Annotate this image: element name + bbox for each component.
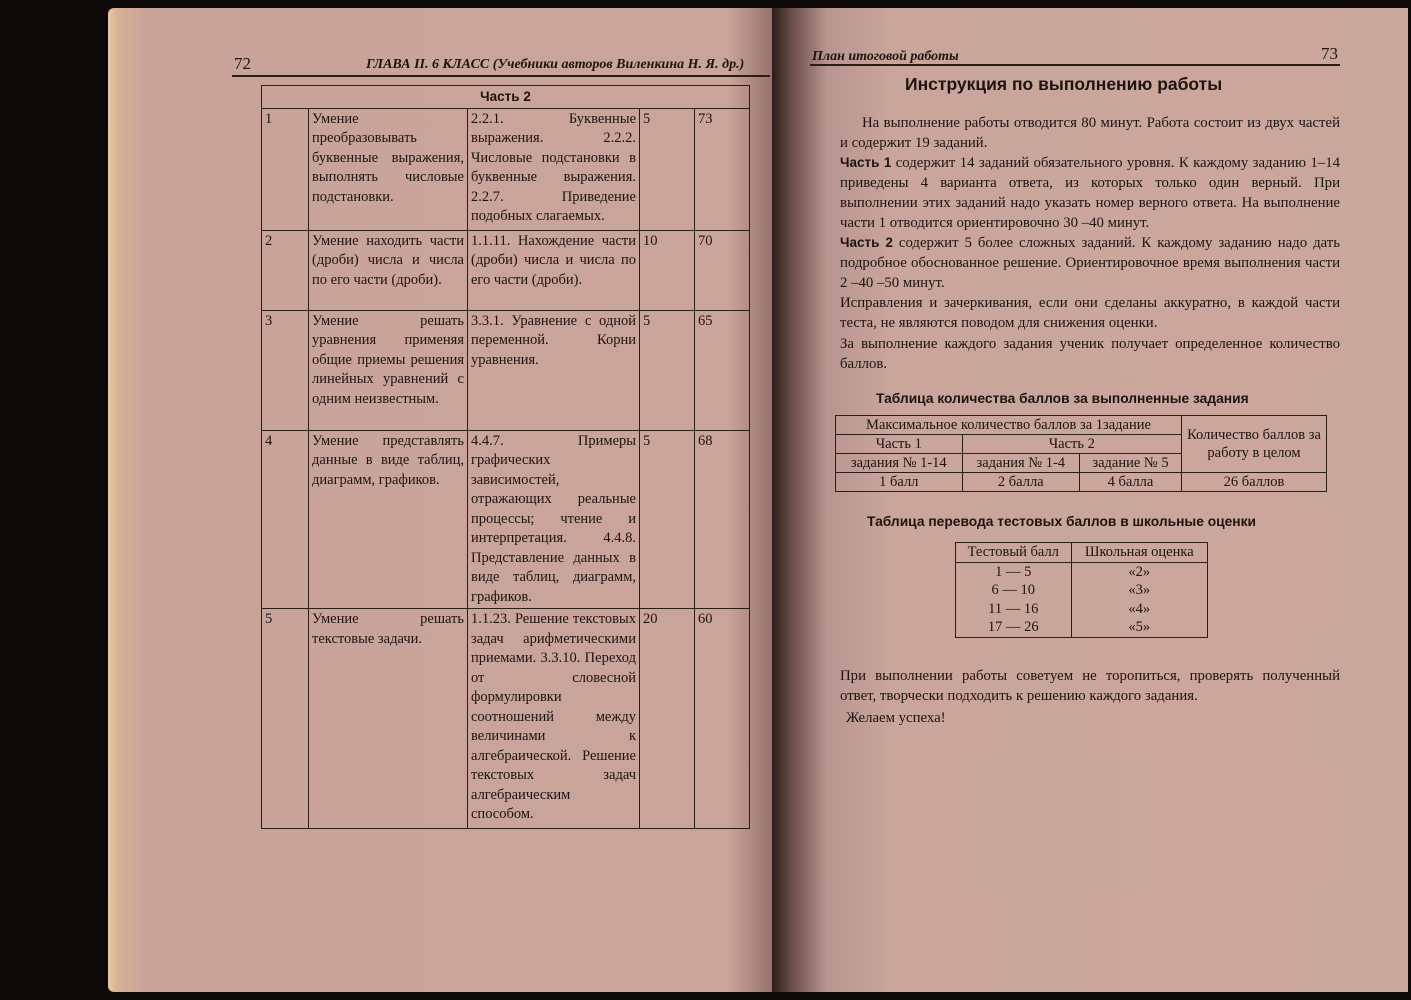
part1-text: содержит 14 заданий обязательного уровня. К каждому заданию 1–14 приведены 4 варианта ответа, из которых только один верный. При выполнении этих заданий надо указать номер верного ответа. На выполнение части 1 отводится ориентировочно 30 –40 минут. [840,155,1340,231]
topic-cell: 1.1.11. Нахождение части (дроби) числа и числа по его части (дроби). [468,230,640,310]
paragraph-part1 [840,153,1340,233]
topic-cell: 2.2.1. Буквенные выражения. 2.2.2. Числовые подстановки в буквенные выражения. 2.2.7. Приведение подобных слагаемых. [468,108,640,230]
header-part2: Часть 2 [962,435,1181,454]
right-header-rule [810,64,1340,66]
skill-cell: Умение решать уравнения применяя общие приемы решения линейных уравнений с одним неизвестным. [309,310,468,430]
header-max-points: Максимальное количество баллов за 1задание [836,416,1182,435]
paragraph-corrections: Исправления и зачеркивания, если они сделаны аккуратно, в каждой части теста, не являются поводом для снижения оценки. [840,295,1340,331]
points-table [835,415,1327,492]
skill-cell: Умение представлять данные в виде таблиц, диаграмм, графиков. [309,430,468,609]
paragraph-advice: При выполнении работы советуем не торопиться, проверять полученный ответ, творчески подходить к решению каждого задания. [840,668,1340,704]
header-total-points: Количество баллов за работу в целом [1182,416,1327,473]
value-cell: 5 [640,108,695,230]
part2-label: Часть 2 [840,235,893,250]
value-part1: 1 балл [836,473,963,492]
value-cell: 65 [695,310,750,430]
table-row [956,600,1208,619]
instructions-title: Инструкция по выполнению работы [905,74,1223,94]
row-number: 1 [262,108,309,230]
left-running-head: ГЛАВА II. 6 КЛАСС (Учебники авторов Виленкина Н. Я. др.) [366,57,745,72]
table-row [262,108,750,230]
topic-cell: 1.1.23. Решение текстовых задач арифметическими приемами. 3.3.10. Переход от словесной формулировки соотношений между величинами к алгебраической. Решение текстовых задач алгебраическим способом. [468,609,640,829]
score-range: 17 — 26 [956,618,1072,637]
part2-table [261,85,750,829]
grade-value: «5» [1071,618,1207,637]
table-row [262,310,750,430]
value-cell: 73 [695,108,750,230]
skill-cell: Умение преобразовывать буквенные выражения, выполнять числовые подстановки. [309,108,468,230]
header-test-score: Тестовый балл [956,543,1072,563]
left-header-rule [232,75,770,77]
value-cell: 60 [695,609,750,829]
table-row [262,230,750,310]
table-row [956,581,1208,600]
value-cell: 10 [640,230,695,310]
value-cell: 5 [640,310,695,430]
table-row [956,618,1208,637]
value-part2-tasks: 2 балла [962,473,1079,492]
paragraph-intro: На выполнение работы отводится 80 минут. Работа состоит из двух частей и содержит 19 заданий. [840,115,1340,151]
value-total: 26 баллов [1182,473,1327,492]
paragraph-points: За выполнение каждого задания ученик получает определенное количество баллов. [840,336,1340,372]
value-cell: 68 [695,430,750,609]
row-number: 4 [262,430,309,609]
value-cell: 5 [640,430,695,609]
topic-cell: 3.3.1. Уравнение с одной переменной. Корни уравнения. [468,310,640,430]
grades-table-caption: Таблица перевода тестовых баллов в школьные оценки [867,514,1257,529]
score-range: 6 — 10 [956,581,1072,600]
row-number: 5 [262,609,309,829]
grades-table [955,542,1208,638]
table-row [262,609,750,829]
part-title: Часть 2 [262,86,750,109]
grade-value: «2» [1071,562,1207,581]
table-row [262,430,750,609]
header-school-grade: Школьная оценка [1071,543,1207,563]
grade-value: «4» [1071,600,1207,619]
value-cell: 20 [640,609,695,829]
topic-cell: 4.4.7. Примеры графических зависимостей, отражающих реальные процессы; чтение и интерпретация. 4.4.8. Представление данных в виде таблиц, диаграмм, графиков. [468,430,640,609]
skill-cell: Умение находить части (дроби) числа и числа по его части (дроби). [309,230,468,310]
points-table-caption: Таблица количества баллов за выполненные задания [876,391,1249,406]
part1-label: Часть 1 [840,155,892,170]
row-number: 2 [262,230,309,310]
header-part1: Часть 1 [836,435,963,454]
score-range: 1 — 5 [956,562,1072,581]
value-cell: 70 [695,230,750,310]
table-row [956,562,1208,581]
score-range: 11 — 16 [956,600,1072,619]
row-number: 3 [262,310,309,430]
value-task5: 4 балла [1079,473,1181,492]
right-page-number: 73 [1321,44,1338,63]
header-tasks-1-4: задания № 1-4 [962,454,1079,473]
header-task-5: задание № 5 [1079,454,1181,473]
paragraph-part2 [840,233,1340,293]
part2-text: содержит 5 более сложных заданий. К каждому заданию надо дать подробное обоснованное решение. Ориентировочное время выполнения части 2 –40 –50 минут. [840,235,1340,291]
header-tasks-1-14: задания № 1-14 [836,454,963,473]
right-running-head: План итоговой работы [812,49,959,64]
paragraph-good-luck: Желаем успеха! [846,710,946,726]
left-page-number: 72 [234,54,251,73]
skill-cell: Умение решать текстовые задачи. [309,609,468,829]
grade-value: «3» [1071,581,1207,600]
